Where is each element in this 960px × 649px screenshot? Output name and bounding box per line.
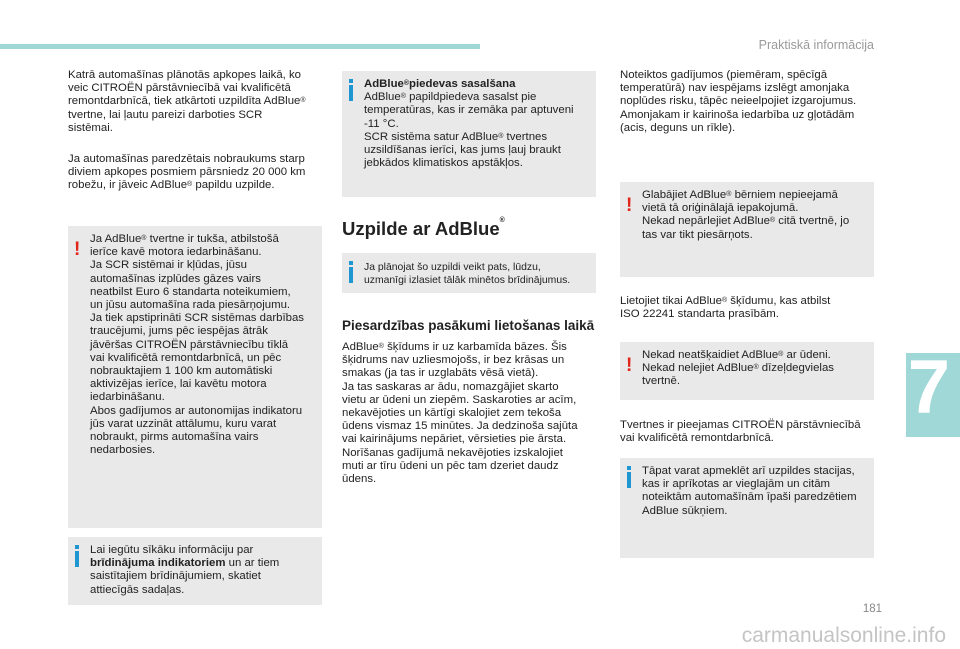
info-box-title (364, 78, 588, 91)
warning-box-tank-empty (68, 226, 322, 528)
text-line: AdBlue® šķīdums ir uz karbamīda bāzes. Šis (342, 341, 567, 353)
watermark: carmanualsonline.info (741, 624, 946, 647)
text-line: vietu ar ūdeni un ziepēm. Saskaroties ar acīm, (342, 393, 577, 406)
info-box-text (364, 78, 588, 170)
warning-exclamation-icon: ! (74, 239, 81, 260)
text-line: iedarbināšanu. (90, 391, 165, 404)
text-line: Lai iegūtu sīkāku informāciju par (90, 544, 254, 556)
text-line: tvertne, lai ļautu pareizi darboties SCR (68, 108, 263, 121)
info-box-stations (620, 458, 874, 558)
page-header-title: Praktiskā informācija (758, 38, 874, 52)
text-line: nobraukt, pirms automašīna vairs (90, 431, 259, 444)
text-line: temperatūrā) nav iespējams izslēgt amonjaka (620, 82, 850, 95)
text-line: Ja plānojat šo uzpildi veikt pats, lūdzu, (364, 262, 541, 273)
info-icon (349, 261, 353, 283)
text-line: tvertnē. (642, 375, 680, 388)
info-box-self-refill (342, 253, 596, 293)
text-line: aktivizējas ierīce, lai kavētu motora (90, 378, 267, 391)
registered-mark: ® (753, 364, 759, 372)
text-line: jāvēršas CITROËN pārstāvniecību tīklā (90, 338, 289, 351)
text-line: automašīnas izplūdes gāzes vairs (90, 272, 261, 285)
text-line: Katrā automašīnas plānotās apkopes laikā, ko (68, 69, 302, 81)
text-line: uzmanīgi izlasiet tālāk minētos brīdinājumus. (364, 275, 571, 287)
text-line: vai kvalificētā remontdarbnīcā, un pēc (90, 351, 282, 364)
text-line: temperatūras, kas ir zemāka par aptuveni (364, 104, 574, 117)
col3-paragraph-3 (620, 419, 880, 445)
warning-box-text (642, 189, 866, 242)
text-line: šķidrums nav uzliesmojošs, ir bez krāsas un (342, 354, 565, 367)
page-number: 181 (862, 603, 882, 615)
text-line: veic CITROËN pārstāvniecībā vai kvalificētā (68, 82, 291, 95)
text-line: Nekad nepārlejiet AdBlue® citā tvertnē, jo (642, 215, 850, 228)
warning-box-children (620, 182, 874, 277)
text-line: ūdens vismaz 15 minūtes. Ja dedzinoša sajūta (342, 420, 578, 433)
registered-mark: ® (721, 297, 728, 304)
bold-term: brīdinājuma indikatoriem (90, 557, 226, 570)
registered-mark: ® (300, 97, 306, 105)
text-line: tas var tikt piesārņots. (642, 228, 753, 241)
text-line: uzsildīšanas ierīci, kas jums ļauj braukt (364, 144, 561, 157)
registered-mark: ® (499, 217, 505, 224)
text-line: nobrauktajiem 1 100 km automātiski (90, 365, 273, 378)
subsection-heading: Piesardzības pasākumi lietošanas laikā (342, 318, 595, 333)
text-line: noplūdes risku, tāpēc neieelpojiet izgarojumus. (620, 95, 857, 108)
text-line: Abos gadījumos ar autonomijas indikatoru (90, 404, 303, 417)
text-span: un ar tiem (225, 557, 280, 570)
text-line: Norīšanas gadījumā nekavējoties izskalojiet (342, 446, 563, 459)
info-icon (75, 545, 79, 567)
header-accent-bar (0, 44, 480, 49)
col1-paragraph-1 (68, 69, 328, 135)
text-line: Ja AdBlue® tvertne ir tukša, atbilstošā (90, 233, 279, 245)
section-heading: Uzpilde ar AdBlue® (342, 217, 505, 239)
chapter-number: 7 (907, 345, 950, 430)
text-line: Nekad nelejiet AdBlue® dīzeļdegvielas (642, 362, 834, 375)
warning-box-text (642, 349, 866, 389)
text-line: -11 °C. (364, 117, 399, 130)
text-line: noteiktām automašīnām īpaši paredzētiem (642, 491, 857, 504)
text-line: Ja SCR sistēmai ir kļūdas, jūsu (90, 259, 247, 272)
warning-exclamation-icon: ! (626, 195, 633, 216)
text-line: nedarbosies. (90, 444, 156, 457)
text-line: AdBlue® papildpiedeva sasalst pie (364, 91, 537, 104)
info-box-text (642, 465, 866, 518)
text-line (90, 557, 314, 570)
text-line: vai kairinājums nepāriet, vērsieties pie ārsta. (342, 433, 567, 446)
registered-mark: ® (498, 132, 504, 140)
text-line: AdBlue sūkņiem. (642, 504, 728, 517)
registered-mark: ® (400, 93, 406, 101)
text-line: attiecīgās sadaļas. (90, 583, 185, 596)
info-box-text (364, 261, 588, 287)
text-line: (acis, deguns un rīkle). (620, 121, 736, 134)
text-line: Amonjakam ir kairinoša iedarbība uz gļotādām (620, 108, 855, 121)
text-line: nekavējoties un kārtīgi skalojiet zem tekoša (342, 407, 562, 420)
text-line: sistēmai. (68, 121, 113, 134)
registered-mark: ® (378, 343, 384, 350)
text-line: Ja tiek apstiprināti SCR sistēmas darbības (90, 312, 304, 325)
info-box-freezing (342, 71, 596, 197)
text-line: robežu, ir jāveic AdBlue® papildu uzpilde. (68, 179, 275, 192)
text-line: Glabājiet AdBlue® bērniem nepieejamā (642, 189, 838, 201)
text-line: jūs varat uzzināt attālumu, kuru varat (90, 417, 277, 430)
bold-title: AdBlue®piedevas sasalšana (364, 78, 516, 90)
text-line: ierīce kavē motora iedarbināšanu. (90, 246, 262, 259)
text-line: ISO 22241 standarta prasībām. (620, 308, 779, 321)
registered-mark: ® (141, 235, 147, 242)
col3-paragraph-1 (620, 69, 880, 135)
text-line: saistītajiem brīdinājumiem, skatiet (90, 570, 261, 583)
col2-paragraph (342, 341, 602, 486)
text-line: Tvertnes ir pieejamas CITROËN pārstāvniecībā (620, 419, 861, 431)
text-line: diviem apkopes posmiem pārsniedz 20 000 km (68, 166, 306, 179)
text-line: vai kvalificētā remontdarbnīcā. (620, 432, 774, 445)
text-line: Lietojiet tikai AdBlue® šķīdumu, kas atbilst (620, 295, 831, 307)
text-line: Tāpat varat apmeklēt arī uzpildes stacijas, (642, 465, 855, 477)
registered-mark: ® (187, 181, 193, 189)
registered-mark: ® (403, 80, 410, 87)
info-box-text (90, 544, 314, 597)
info-icon (349, 79, 353, 101)
text-line: jebkādos klimatiskos apstākļos. (364, 157, 523, 170)
text-line: SCR sistēma satur AdBlue® tvertnes (364, 130, 548, 143)
text-line: un jūsu automašīna rada piesārņojumu. (90, 299, 291, 312)
text-line: vietā tā oriģinālajā iepakojumā. (642, 202, 799, 215)
col1-paragraph-2 (68, 153, 328, 193)
registered-mark: ® (778, 351, 784, 358)
text-line: remontdarbnīcā, tiek atkārtoti uzpildīta AdBlue® (68, 95, 306, 108)
warning-box-text (90, 233, 314, 457)
text-line: traucējumi, jums pēc iespējas ātrāk (90, 325, 268, 338)
text-line: muti ar tīru ūdeni un pēc tam dzeriet daudz (342, 459, 559, 472)
text-line: Ja automašīnas paredzētais nobraukums starp (68, 153, 305, 165)
text-line: Ja tas saskaras ar ādu, nomazgājiet skarto (342, 380, 559, 393)
text-line: kas ir aprīkotas ar vieglajām un citām (642, 478, 831, 491)
col3-paragraph-2 (620, 295, 880, 321)
text-line: neatbilst Euro 6 standarta noteikumiem, (90, 285, 291, 298)
text-line: Noteiktos gadījumos (piemēram, spēcīgā (620, 69, 828, 81)
registered-mark: ® (769, 217, 776, 225)
info-box-indicators (68, 537, 322, 605)
text-line: smakas (ja tas ir uzglabāts vēsā vietā). (342, 367, 539, 380)
text-line: ūdens. (342, 473, 377, 486)
warning-box-dilute (620, 342, 874, 400)
text-line: Nekad neatšķaidiet AdBlue® ar ūdeni. (642, 349, 831, 361)
warning-exclamation-icon: ! (626, 355, 633, 376)
registered-mark: ® (726, 191, 732, 198)
info-icon (627, 466, 631, 488)
